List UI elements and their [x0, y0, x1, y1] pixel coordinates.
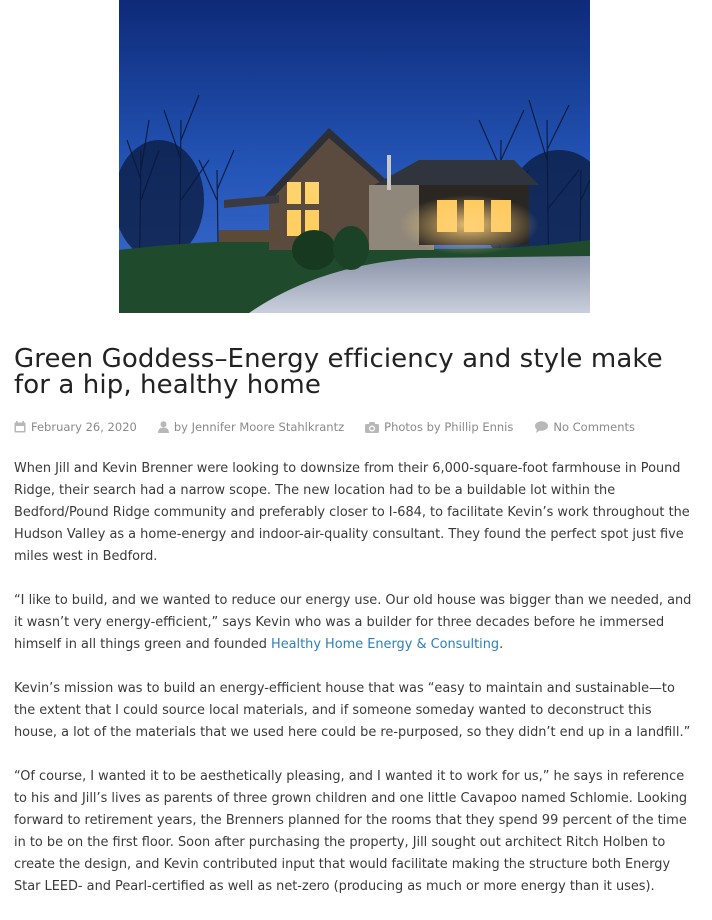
user-icon [158, 421, 169, 433]
article-paragraph: When Jill and Kevin Brenner were looking to downsize from their 6,000-square-foot farmhouse in Pound Ridge, their search had a narrow scope. The new location had to be a buildable lot within the Bedford/Pound Ridge community and preferably closer to I-684, to facilitate Kevin’s work throughout the Hudson Valley as a home-energy and indoor-air-quality consultant. They found the perfect spot just five miles west in Bedford. [14, 461, 690, 564]
article-title: Green Goddess–Energy efficiency and style make for a hip, healthy home [14, 344, 663, 400]
photo-credit [365, 420, 513, 434]
comments-meta [535, 420, 635, 434]
post-author [158, 420, 344, 434]
article-paragraph: “Of course, I wanted it to be aesthetically pleasing, and I wanted it to work for us,” he says in reference to his and Jill’s lives as parents of three grown children and one little Cavapoo named Schlomie. Looking forward to retirement years, the Brenners planned for the rooms that they spend 99 percent of the time in to be on the first floor. Soon after purchasing the property, Jill sought out architect Ritch Holben to create the design, and Kevin contributed input that would facilitate making the structure both Energy Star LEED- and Pearl-certified as well as net-zero (producing as much or more energy than it uses). [14, 769, 688, 894]
post-date-text: February 26, 2020 [31, 420, 137, 434]
healthy-home-link[interactable]: Healthy Home Energy & Consulting [271, 637, 500, 652]
article-paragraph: Kevin’s mission was to build an energy-efficient house that was “easy to maintain and sustainable—to the extent that I could source local materials, and if someone someday wanted to deconstruct this house, a lot of the materials that we used here could be re-purposed, so they didn’t end up in a landfill.” [14, 681, 691, 740]
hero-image [119, 0, 590, 313]
comment-icon [535, 421, 548, 433]
comments-link[interactable]: No Comments [553, 420, 635, 434]
post-author-text: by Jennifer Moore Stahlkrantz [173, 420, 345, 434]
paragraph-text: “I like to build, and we wanted to reduce our energy use. Our old house was bigger than we needed, and it wasn’t very energy-efficient,” says Kevin who was a builder for three decades before he immersed himself in all things green and founded [14, 593, 692, 652]
paragraph-text: . [499, 637, 504, 652]
post-date [14, 420, 137, 434]
photo-credit-text: Photos by Phillip Ennis [384, 420, 514, 434]
calendar-icon [14, 421, 26, 433]
article-body [14, 458, 694, 920]
camera-icon [365, 422, 379, 433]
house-photo [119, 0, 590, 313]
post-meta [14, 419, 635, 435]
article-paragraph [14, 590, 694, 656]
